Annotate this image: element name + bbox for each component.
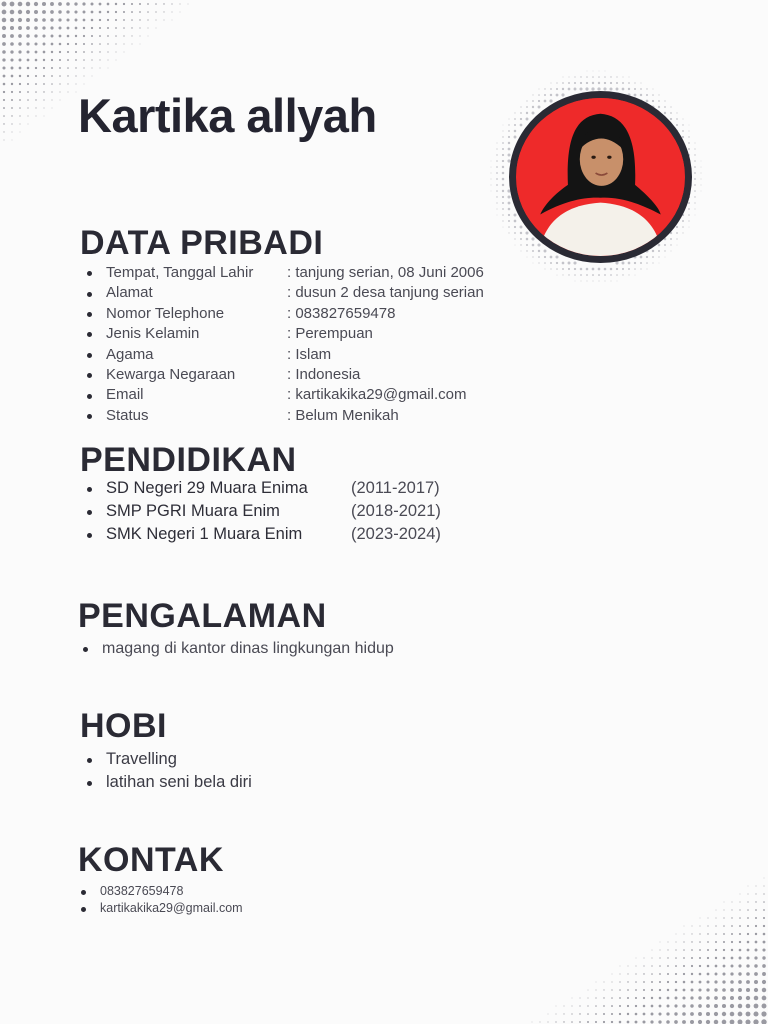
list-item: latihan seni bela diri: [80, 771, 252, 794]
list-item: [80, 304, 484, 324]
field-value: : kartikakika29@gmail.com: [287, 386, 467, 404]
contact-email: kartikakika29@gmail.com: [74, 900, 243, 917]
list-item: [80, 324, 484, 344]
hobby-list: [80, 748, 252, 794]
list-item: [80, 283, 484, 303]
field-value: : Islam: [287, 345, 332, 363]
field-label: Agama: [106, 345, 154, 363]
field-value: : 083827659478: [287, 304, 396, 322]
profile-photo-illustration: [516, 98, 685, 256]
experience-list: [76, 638, 394, 660]
field-label: Jenis Kelamin: [106, 325, 200, 343]
field-label: Status: [106, 406, 149, 424]
personal-data-list: [80, 263, 484, 426]
list-item: [80, 500, 441, 523]
contact-list: [74, 883, 243, 917]
field-label: Alamat: [106, 284, 153, 302]
school-name: SMP PGRI Muara Enim: [106, 502, 280, 520]
field-label: Email: [106, 386, 144, 404]
section-title-experience: PENGALAMAN: [78, 597, 327, 635]
field-value: : Perempuan: [287, 325, 373, 343]
section-title-hobbies: HOBI: [80, 707, 167, 745]
list-item: [80, 477, 441, 500]
education-list: [80, 477, 441, 546]
list-item: [80, 365, 484, 385]
list-item: [80, 263, 484, 283]
list-item: magang di kantor dinas lingkungan hidup: [76, 638, 394, 660]
list-item: [80, 385, 484, 405]
contact-phone: 083827659478: [74, 883, 243, 900]
section-title-contact: KONTAK: [78, 841, 224, 879]
halftone-dots-bottom-right: [528, 874, 768, 1024]
section-title-education: PENDIDIKAN: [80, 441, 297, 479]
school-name: SD Negeri 29 Muara Enima: [106, 479, 308, 497]
list-item: [80, 523, 441, 546]
school-years: (2011-2017): [351, 479, 440, 497]
field-value: : Belum Menikah: [287, 406, 399, 424]
field-label: Nomor Telephone: [106, 304, 225, 322]
resume-name: Kartika allyah: [78, 89, 377, 142]
field-label: Tempat, Tanggal Lahir: [106, 264, 254, 281]
list-item: [80, 345, 484, 365]
field-value: : tanjung serian, 08 Juni 2006: [287, 264, 484, 281]
school-years: (2018-2021): [351, 502, 441, 520]
list-item: [80, 406, 484, 426]
school-years: (2023-2024): [351, 525, 441, 543]
section-title-personal-data: DATA PRIBADI: [80, 224, 324, 262]
profile-photo: [509, 91, 692, 263]
field-value: : dusun 2 desa tanjung serian: [287, 284, 484, 302]
list-item: Travelling: [80, 748, 252, 771]
field-value: : Indonesia: [287, 365, 361, 383]
school-name: SMK Negeri 1 Muara Enim: [106, 525, 303, 543]
field-label: Kewarga Negaraan: [106, 365, 236, 383]
